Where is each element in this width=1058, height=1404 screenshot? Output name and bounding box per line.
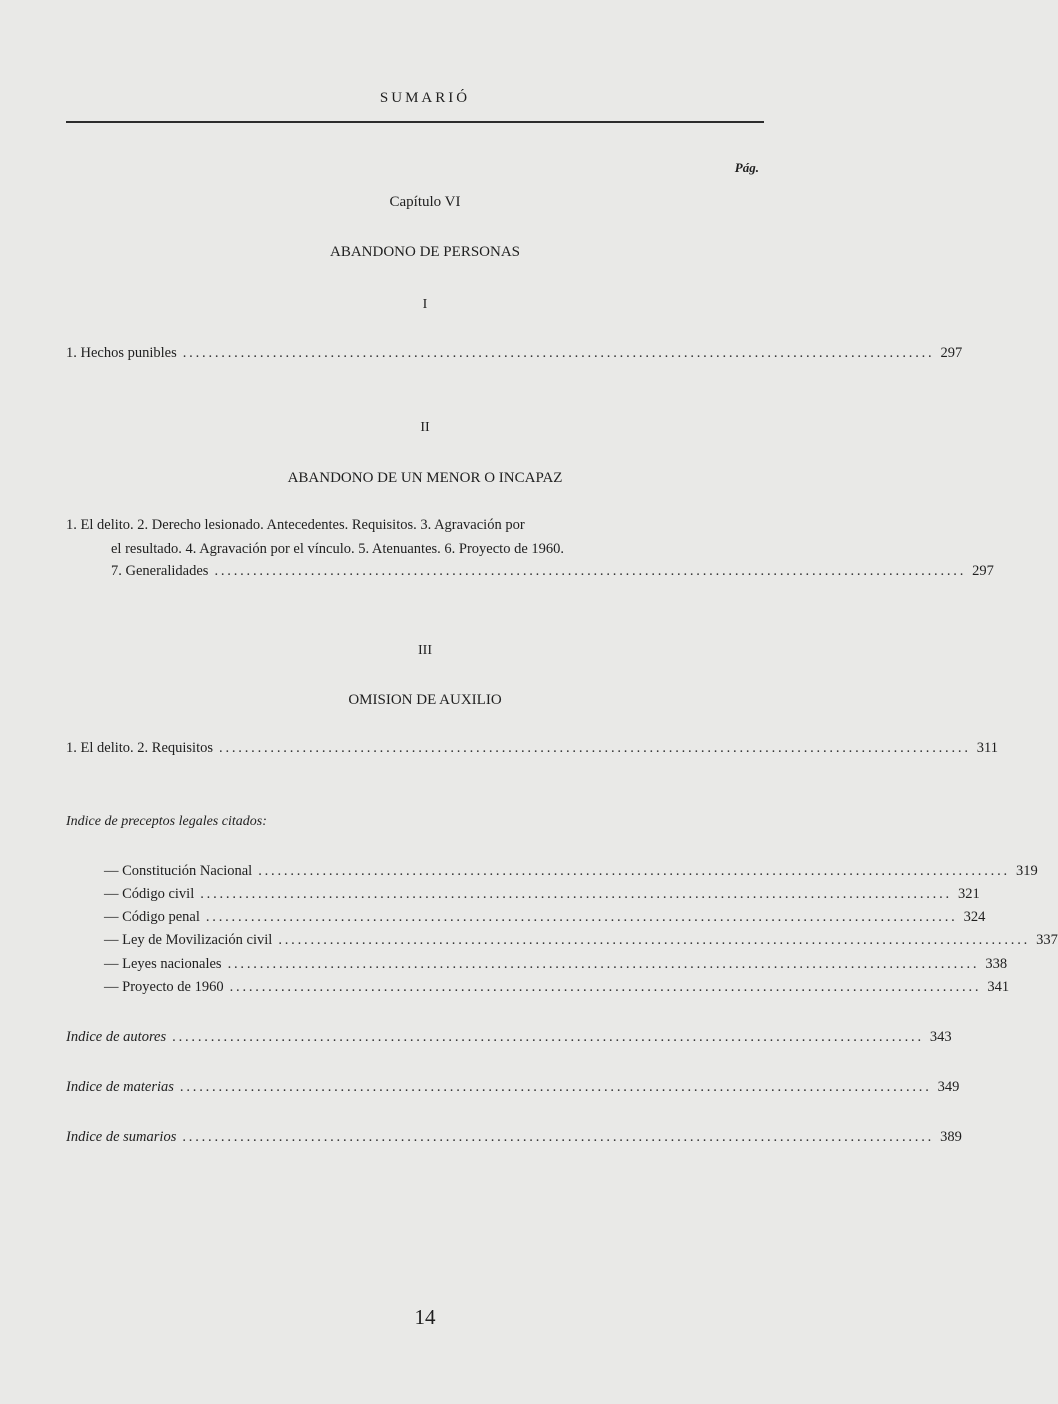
leader-dots: ..................................................................................................................... [172,1029,924,1045]
leader-dots: ..................................................................................................................... [182,1129,935,1145]
toc-entry-page: 338 [985,956,1008,972]
section-numeral-iii: III [418,643,432,658]
toc-entry-label: Indice de sumarios [66,1129,177,1145]
toc-entry-page: 311 [976,740,998,756]
toc-entry-label: — Constitución Nacional [104,863,253,879]
toc-entry-page: 321 [957,886,980,902]
index-preceptos-title: Indice de preceptos legales citados: [66,814,267,829]
toc-entry-label: 1. Hechos punibles [66,345,177,361]
header-rule [66,121,764,123]
toc-entry-label: — Proyecto de 1960 [104,979,224,995]
leader-dots: ..................................................................................................................... [205,909,958,925]
toc-entry-label: — Código penal [104,909,200,925]
toc-entry-page: 324 [963,909,986,925]
toc-entry-page: 297 [940,345,963,361]
toc-entry[interactable] [104,956,1008,973]
toc-entry-label: 7. Generalidades [111,563,209,579]
toc-entry-label: — Ley de Movilización civil [104,932,273,948]
toc-entry-page: 297 [972,563,994,579]
toc-entry[interactable] [104,886,980,903]
toc-entry[interactable] [66,1129,962,1146]
toc-entry-label: 1. El delito. 2. Requisitos [66,740,214,756]
toc-entry-page: 343 [929,1029,952,1045]
toc-entry[interactable] [66,740,998,757]
leader-dots: ..................................................................................................................... [182,345,935,361]
toc-entry-line: 1. El delito. 2. Derecho lesionado. Antecedentes. Requisitos. 3. Agravación por [66,517,525,533]
toc-entry[interactable] [104,979,1010,996]
page-number: 14 [414,1305,436,1329]
toc-entry[interactable] [66,1079,960,1096]
chapter-label: Capítulo VI [389,194,461,210]
toc-entry-label: — Leyes nacionales [104,956,222,972]
leader-dots: ..................................................................................................................... [219,740,971,756]
toc-entry[interactable] [104,909,986,926]
toc-entry-page: 319 [1015,863,1038,879]
section-title-iii: OMISION DE AUXILIO [348,692,502,708]
toc-entry[interactable] [66,1029,952,1046]
toc-entry[interactable] [111,563,994,580]
toc-entry-page: 341 [987,979,1010,995]
toc-entry-label: Indice de materias [66,1079,174,1095]
leader-dots: ..................................................................................................................... [214,563,967,579]
toc-entry-page: 337 [1036,932,1058,948]
toc-entry[interactable] [104,932,1058,949]
toc-entry-label: — Código civil [104,886,195,902]
chapter-title: ABANDONO DE PERSONAS [329,244,521,260]
toc-entry-page: 389 [940,1129,962,1145]
toc-entry-page: 349 [937,1079,960,1095]
section-numeral-ii: II [420,420,430,435]
section-title-ii: ABANDONO DE UN MENOR O INCAPAZ [287,470,563,486]
toc-entry[interactable] [104,863,1038,880]
page-column-label: Pág. [734,160,759,175]
toc-entry-line: el resultado. 4. Agravación por el vínculo. 5. Atenuantes. 6. Proyecto de 1960. [111,541,565,557]
leader-dots: ..................................................................................................................... [258,863,1010,879]
leader-dots: ..................................................................................................................... [179,1079,932,1095]
leader-dots: ..................................................................................................................... [227,956,980,972]
toc-entry[interactable] [66,345,963,362]
leader-dots: ..................................................................................................................... [229,979,982,995]
page-header: SUMARIÓ [379,90,471,106]
leader-dots: ..................................................................................................................... [200,886,952,902]
toc-entry-label: Indice de autores [66,1029,167,1045]
section-numeral-i: I [422,297,428,312]
leader-dots: ..................................................................................................................... [278,932,1031,948]
